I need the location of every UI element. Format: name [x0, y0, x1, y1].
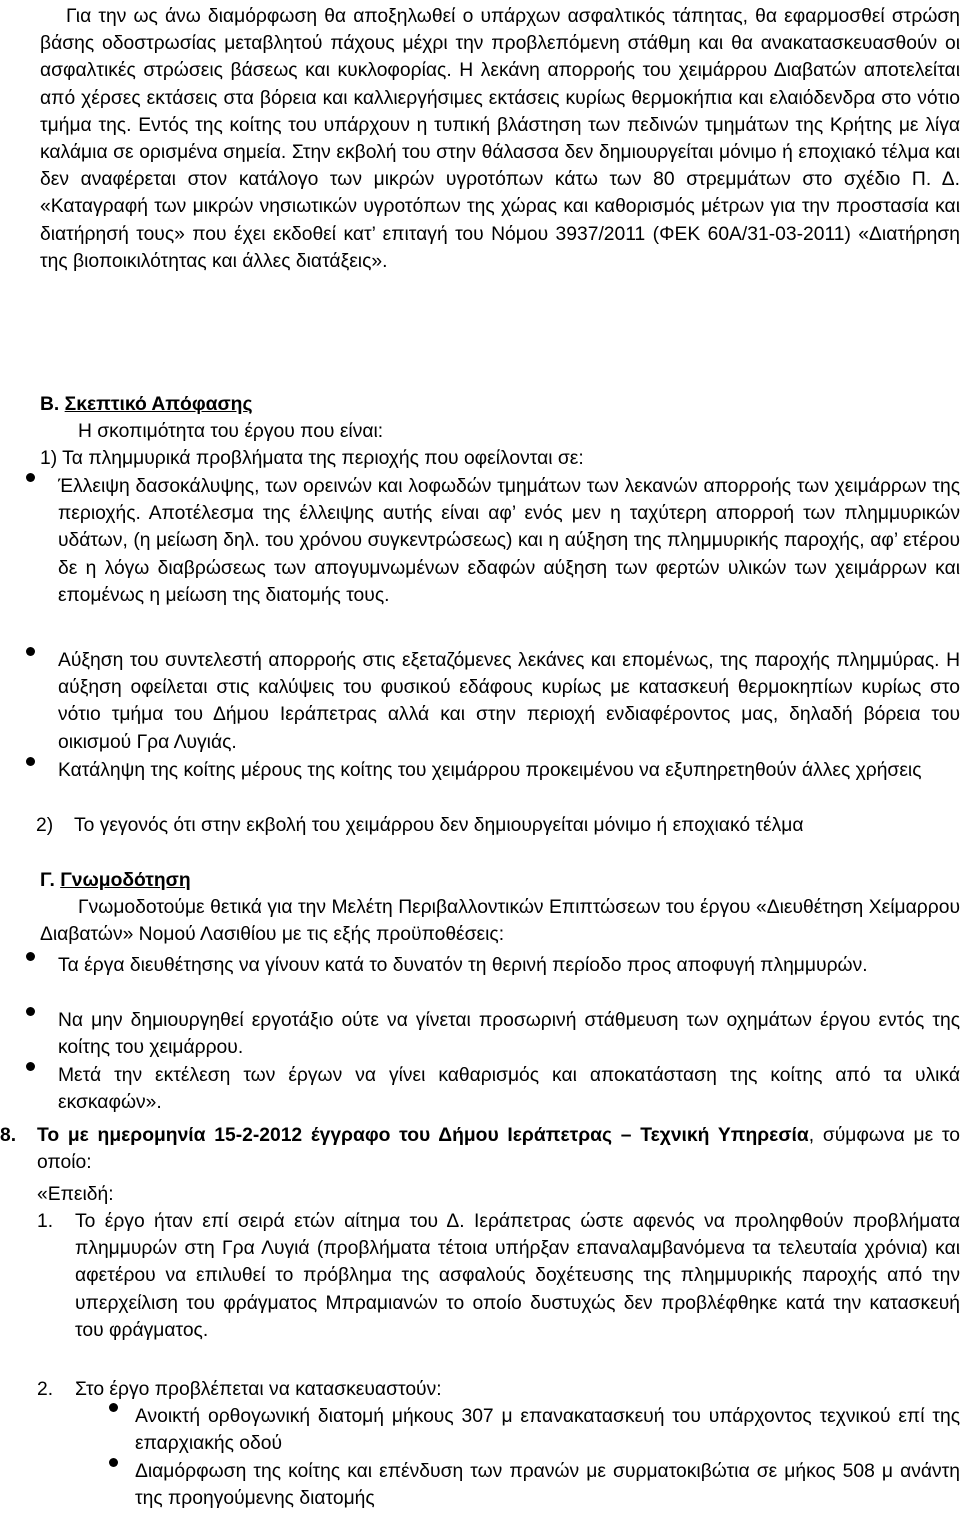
bullet-icon	[26, 1007, 35, 1016]
bullet-icon	[26, 952, 35, 961]
section-g	[40, 867, 960, 949]
section-8-sub-bullet-1: Ανοικτή ορθογωνική διατομή μήκους 307 μ επανακατασκευή του υπάρχοντος τεχνικού επί της επαρχιακής οδού	[135, 1406, 960, 1455]
section-8-item-2-text: Στο έργο προβλέπεται να κατασκευαστούν:	[75, 1379, 442, 1400]
section-b-intro: Η σκοπιμότητα του έργου που είναι:	[78, 421, 384, 443]
section-b-bullet-3: Κατάληψη της κοίτης μέρους της κοίτης του χειμάρρου προκειμένου να εξυπηρετηθούν άλλες χρήσεις	[58, 760, 922, 781]
section-g-heading	[40, 867, 960, 894]
bullet-icon	[26, 647, 35, 656]
bullet-icon	[109, 1403, 118, 1412]
section-8-item-1-label: 1.	[37, 1211, 54, 1232]
section-b	[40, 391, 940, 473]
section-b-item-2-label: 2)	[36, 815, 54, 836]
section-8-item-1-text: Το έργο ήταν επί σειρά ετών αίτημα του Δ. Ιεράπετρας ώστε αφενός να προληφθούν προβλήματα πλημμυρών στη Γρα Λυγιά (προβλήματα τέτοια υπήρξαν επαναλαμβανόμενα τα τελευταία χρόνια) και αφετέρου να επιλυθεί το πρόβλημα της ασφαλούς δοχέτευσης της πλημμυρικής παροχής από την υπερχείλιση του φράγματος Μπραμιανών το οποίο δυστυχώς δεν προβλέφθηκε κατά την κατασκευή του φράγματος.	[75, 1211, 960, 1341]
section-g-title: Γνωμοδότηση	[60, 870, 191, 891]
bullet-icon	[26, 757, 35, 766]
section-b-title: Σκεπτικό Απόφασης	[64, 394, 253, 415]
section-b-bullet-2: Αύξηση του συντελεστή απορροής στις εξεταζόμενες λεκάνες και επομένως, της παροχής πλημμύρας. Η αύξηση οφείλεται στις καλύψεις του φυσικού εδάφους κυρίως με κατασκευή θερμοκηπίων κυρίως στο νότιο τμήμα του Δήμου Ιεράπετρας αλλά και στην περιοχή ενδιαφέροντος μας, δηλαδή βόρεια του οικισμού Γρα Λυγιάς.	[58, 650, 960, 753]
section-g-intro: Γνωμοδοτούμε θετικά για την Μελέτη Περιβαλλοντικών Επιπτώσεων του έργου «Διευθέτηση Χείμαρρου Διαβατών» Νομού Λασιθίου με τις εξής προϋποθέσεις:	[40, 897, 960, 946]
bullet-icon	[26, 473, 35, 482]
section-8-heading: Το με ημερομηνία 15-2-2012 έγγραφο του Δήμου Ιεράπετρας – Τεχνική Υπηρεσία	[37, 1125, 809, 1146]
section-8-heading-tail: , σύμφωνα με το οποίο:	[37, 1125, 960, 1174]
section-g-bullet-3: Μετά την εκτέλεση των έργων να γίνει καθαρισμός και αποκατάσταση της κοίτης από τα υλικά εκσκαφών».	[58, 1065, 960, 1114]
section-b-item-2-text: Το γεγονός ότι στην εκβολή του χειμάρρου δεν δημιουργείται μόνιμο ή εποχιακό τέλμα	[74, 815, 804, 836]
bullet-icon	[109, 1458, 118, 1467]
section-g-letter: Γ.	[40, 870, 55, 891]
paragraph-intro: Για την ως άνω διαμόρφωση θα αποξηλωθεί ο υπάρχων ασφαλτικός τάπητας, θα εφαρμοσθεί στρώση βάσης οδοστρωσίας μεταβλητού πάχους μέχρι την προβλεπόμενη στάθμη και θα ανακατασκευασθούν οι ασφαλτικές στρώσεις βάσεως και κυκλοφορίας. Η λεκάνη απορροής του χειμάρρου Διαβατών αποτελείται από χέρσες εκτάσεις στα βόρεια και καλλιεργήσιμες εκτάσεις κυρίως θερμοκήπια και ελαιόδενδρα στο νότιο τμήμα της. Εντός της κοίτης του υπάρχουν η τυπική βλάστηση των πεδινών τμημάτων της Κρήτης με λίγα καλάμια σε ορισμένα σημεία. Στην εκβολή του στην θάλασσα δεν δημιουργείται μόνιμο ή εποχιακό τέλμα και δεν αναφέρεται στον κατάλογο των μικρών υγροτόπων κάτω των 80 στρεμμάτων στο σχέδιο Π. Δ. «Καταγραφή των μικρών νησιωτικών υγροτόπων της χώρας και καθορισμός μέτρων για την προστασία και διατήρησή τους» που έχει εκδοθεί κατ’ επιταγή του Νόμου 3937/2011 (ΦΕΚ 60Α/31-03-2011) «Διατήρηση της βιοποικιλότητας και άλλες διατάξεις».	[40, 6, 960, 272]
section-8-heading-line	[37, 1122, 960, 1176]
section-8-item-2-label: 2.	[37, 1379, 54, 1400]
section-b-item-1: 1) Τα πλημμυρικά προβλήματα της περιοχής που οφείλονται σε:	[40, 448, 584, 470]
section-8-epeidi: «Επειδή:	[37, 1184, 114, 1205]
section-8-sub-bullet-2: Διαμόρφωση της κοίτης και επένδυση των πρανών με συρματοκιβώτια σε μήκος 508 μ ανάντη της προηγούμενης διατομής	[135, 1461, 960, 1510]
bullet-icon	[26, 1062, 35, 1071]
section-b-letter: Β.	[40, 394, 60, 415]
section-8-number: 8.	[0, 1125, 17, 1146]
section-b-heading	[40, 391, 940, 418]
section-g-bullet-2: Να μην δημιουργηθεί εργοτάξιο ούτε να γίνεται προσωρινή στάθμευση των οχημάτων έργου εντός της κοίτης του χειμάρρου.	[58, 1010, 960, 1059]
section-g-bullet-1: Τα έργα διευθέτησης να γίνουν κατά το δυνατόν τη θερινή περίοδο προς αποφυγή πλημμυρών.	[58, 955, 868, 976]
section-b-bullet-1: Έλλειψη δασοκάλυψης, των ορεινών και λοφωδών τμημάτων των λεκανών απορροής των χειμάρρων της περιοχής. Αποτέλεσμα της έλλειψης αυτής είναι αφ’ ενός μεν η ταχύτερη απορροή των πλημμυρικών υδάτων, (η μείωση δηλ. του χρόνου συγκεντρώσεως) και η αύξηση της πλημμυρικής παροχής, αφ’ ετέρου δε η λόγω διαβρώσεως των απογυμνωμένων εδαφών αύξηση των φερτών υλικών των χειμάρρων και επομένως η μείωση της διατομής τους.	[58, 476, 960, 606]
